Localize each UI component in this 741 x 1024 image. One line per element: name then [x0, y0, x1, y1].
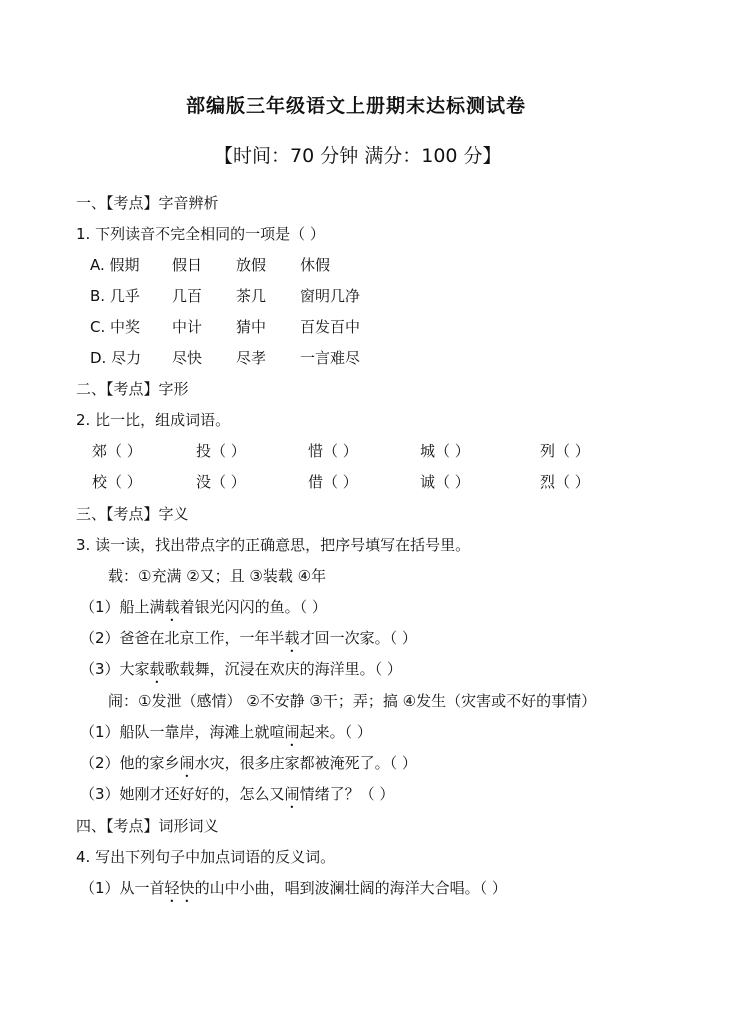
item-text: （1）从一首: [80, 879, 165, 897]
option-c-word: 百发百中: [300, 318, 361, 336]
word-blank: 借（ ）: [308, 473, 358, 491]
zai-item-1: [80, 597, 327, 625]
word-blank: 没（ ）: [196, 473, 246, 491]
nao-definitions: 闹：①发泄（感情） ②不安静 ③干；弄；搞 ④发生（灾害或不好的事情）: [108, 692, 597, 710]
option-d-label: D. 尽力: [90, 349, 142, 367]
item-text: 歌载舞，沉浸在欢庆的海洋里。（ ）: [164, 660, 402, 678]
option-b-word: 茶几: [236, 287, 267, 305]
item-text: （2）他的家乡: [80, 754, 180, 772]
dotted-char: 闹: [284, 723, 300, 741]
option-d-word: 一言难尽: [300, 349, 361, 367]
option-b-word: 几百: [172, 287, 203, 305]
word-blank: 校（ ）: [92, 473, 142, 491]
section-3-heading: 三、【考点】字义: [76, 505, 189, 523]
zai-item-3: [80, 659, 402, 687]
item-text: （3）大家: [80, 660, 150, 678]
page-title: 部编版三年级语文上册期末达标测试卷: [186, 95, 527, 117]
option-a-word: 休假: [300, 256, 331, 274]
item-text: 情绪了？（ ）: [299, 785, 395, 803]
word-blank: 郊（ ）: [92, 442, 142, 460]
word-blank: 城（ ）: [420, 442, 470, 460]
option-c-label: C. 中奖: [90, 318, 141, 336]
section-4-heading: 四、【考点】词形词义: [76, 817, 219, 835]
item-text: 着银光闪闪的鱼。（ ）: [179, 598, 327, 616]
option-a-word: 假日: [172, 256, 203, 274]
item-text: （3）她刚才还好好的，怎么又: [80, 785, 285, 803]
dotted-char: 闹: [284, 785, 300, 803]
word-blank: 烈（ ）: [540, 473, 590, 491]
option-b-label: B. 几乎: [90, 287, 140, 305]
dotted-char: 载: [164, 598, 180, 616]
dotted-char: 载: [284, 629, 300, 647]
option-a-label: A. 假期: [90, 256, 140, 274]
option-b-word: 窗明几净: [300, 287, 361, 305]
item-text: （1）船上满: [80, 598, 165, 616]
item-text: （1）船队一靠岸，海滩上就喧: [80, 723, 285, 741]
option-d-word: 尽快: [172, 349, 203, 367]
word-blank: 诚（ ）: [420, 473, 470, 491]
item-text: 水灾，很多庄家都被淹死了。（ ）: [194, 754, 417, 772]
option-c-word: 中计: [172, 318, 203, 336]
dotted-char: 载: [149, 660, 165, 678]
question-4: 4. 写出下列句子中加点词语的反义词。: [76, 848, 336, 866]
option-c-word: 猜中: [236, 318, 267, 336]
option-d-word: 尽孝: [236, 349, 267, 367]
item-text: 的山中小曲，唱到波澜壮阔的海洋大合唱。（ ）: [194, 879, 507, 897]
word-blank: 投（ ）: [196, 442, 246, 460]
zai-item-2: [80, 628, 417, 656]
item-text: 起来。（ ）: [299, 723, 372, 741]
section-2-heading: 二、【考点】字形: [76, 380, 189, 398]
nao-item-1: [80, 722, 372, 750]
option-a-word: 放假: [236, 256, 267, 274]
nao-item-2: [80, 753, 417, 781]
question-1: 1. 下列读音不完全相同的一项是（ ）: [76, 225, 325, 243]
question-2: 2. 比一比，组成词语。: [76, 411, 231, 429]
antonym-item-1: [80, 878, 507, 906]
dotted-char: 闹: [179, 754, 195, 772]
zai-definitions: 载：①充满 ②又；且 ③装载 ④年: [108, 567, 327, 585]
nao-item-3: [80, 784, 394, 812]
item-text: 才回一次家。（ ）: [299, 629, 417, 647]
dotted-word: 轻快: [164, 879, 195, 897]
exam-time-score: 【时间：70 分钟 满分：100 分】: [214, 145, 502, 167]
question-3: 3. 读一读，找出带点字的正确意思，把序号填写在括号里。: [76, 536, 471, 554]
item-text: （2）爸爸在北京工作，一年半: [80, 629, 285, 647]
section-1-heading: 一、【考点】字音辨析: [76, 194, 219, 212]
word-blank: 列（ ）: [540, 442, 590, 460]
word-blank: 惜（ ）: [308, 442, 358, 460]
